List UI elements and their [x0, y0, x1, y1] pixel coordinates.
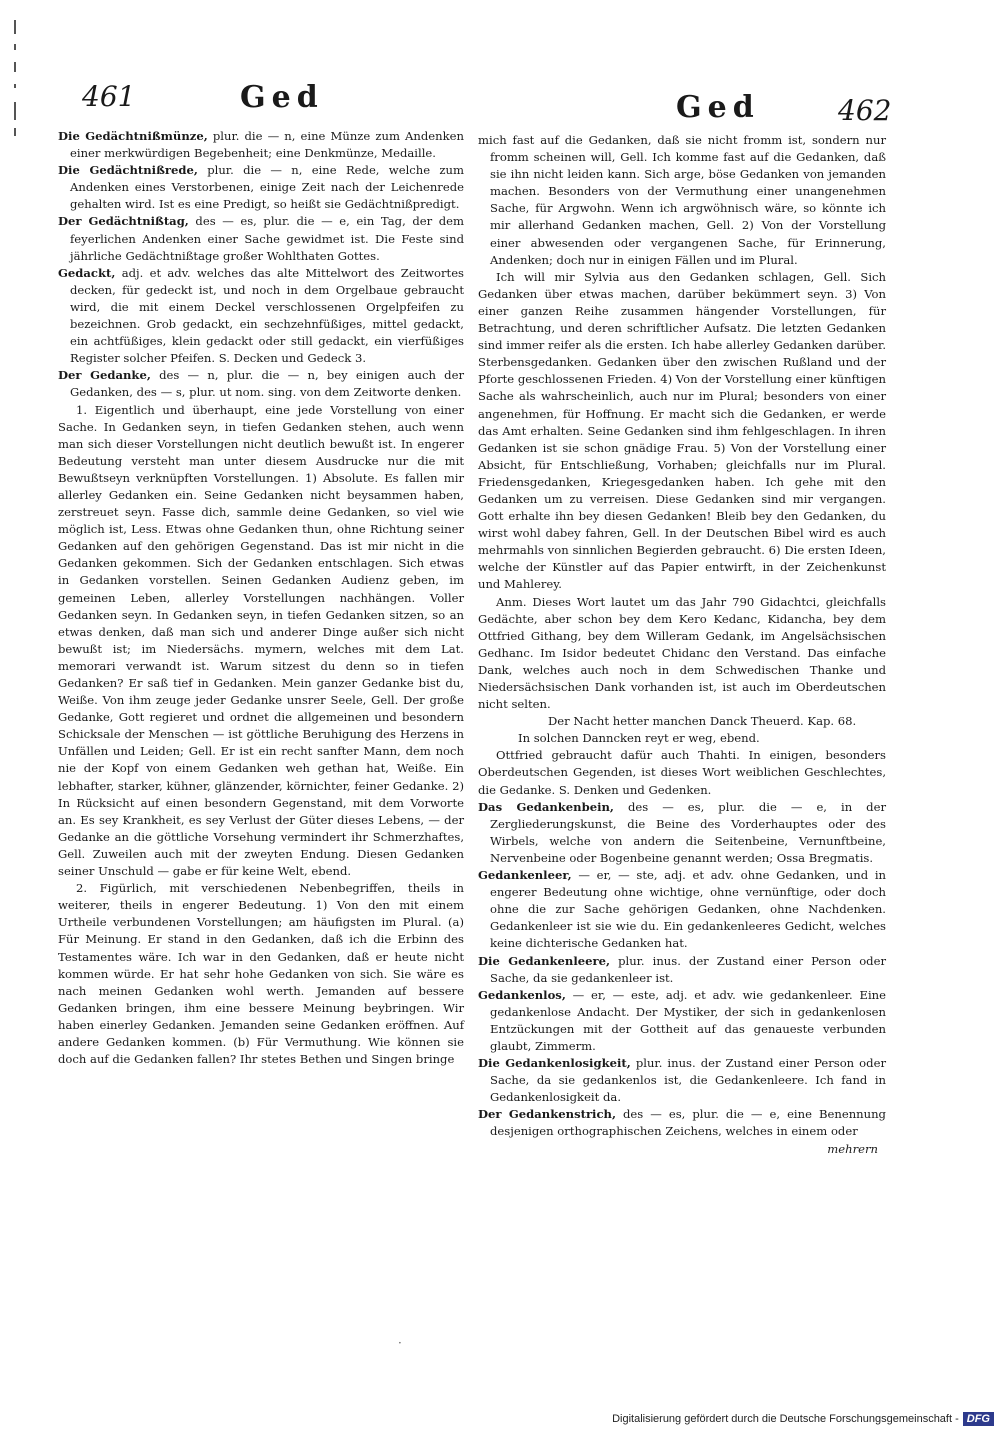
dictionary-paragraph	[478, 1141, 886, 1158]
dictionary-paragraph	[478, 269, 886, 594]
entry-text: Der Nacht hetter manchen Danck Theuerd. Kap. 68.	[548, 714, 857, 729]
dictionary-paragraph	[478, 799, 886, 867]
dictionary-paragraph	[58, 162, 464, 213]
entry-text: — er, — este, adj. et adv. wie gedankenleer. Eine gedankenlose Andacht. Der Mystiker, der sich in gedankenlosen Entzückungen mit der Gottheit auf das genaueste verbunden glaubt, Zimmerm.	[490, 987, 886, 1053]
footer-credit: Digitalisierung gefördert durch die Deutsche Forschungsgemeinschaft -	[612, 1413, 959, 1425]
dictionary-paragraph	[58, 265, 464, 368]
dictionary-paragraph	[58, 213, 464, 264]
entry-text: Ottfried gebraucht dafür auch Thahti. In einigen, besonders Oberdeutschen Gegenden, ist dieses Wort weiblichen Geschlechtes, die Gedanke. S. Denken und Gedenken.	[478, 748, 886, 797]
entry-headword: Die Gedächtnißmünze,	[58, 129, 208, 143]
left-page-number: 461	[82, 80, 136, 113]
entry-headword: Der Gedächtnißtag,	[58, 214, 189, 229]
entry-text: des — es, plur. die — e, ein Tag, der dem feyerlichen Andenken einer Sache gewidmet ist. Die Feste sind jährliche Gedächtnißtage großer Wohlthaten Gottes.	[70, 214, 464, 263]
dictionary-paragraph	[58, 367, 464, 401]
dictionary-paragraph	[478, 987, 886, 1055]
entry-text: mehrern	[827, 1141, 878, 1156]
entry-text: mich fast auf die Gedanken, daß sie nicht fromm ist, sondern nur fromm scheinen will, Gell. Ich komme fast auf die Gedanken, daß sie ihn nicht leiden kann. Sich arge, böse Gedanken von jemanden machen. Besonders von der Vermuthung einer unangenehmen Sache, für Argwohn. Wenn ich argwöhnisch wäre, so könnte ich mir allerhand Gedanken machen, Gell. 2) Von der Vorstellung einer abwesenden oder vergangenen Sache, für Erinnerung, Andenken; doch nur in einigen Fällen und im Plural.	[478, 133, 886, 267]
dictionary-paragraph	[478, 953, 886, 987]
footer-bar	[612, 1408, 994, 1430]
entry-text: des — es, plur. die — e, eine Benennung desjenigen orthographischen Zeichens, welches in einem oder	[490, 1107, 886, 1139]
entry-text: plur. inus. der Zustand einer Person oder Sache, da sie gedankenleer ist.	[490, 953, 887, 985]
entry-headword: Die Gedankenleere,	[478, 953, 611, 968]
scan-dot: ·	[398, 1336, 402, 1350]
entry-headword: Gedackt,	[58, 265, 116, 280]
dictionary-paragraph	[478, 747, 886, 798]
entry-text: — er, — ste, adj. et adv. ohne Gedanken, und in engerer Bedeutung ohne wichtige, ohne vernünftige, oder doch ohne die zur Sache gehörigen Gedanken, ohne Nachdenken. Gedankenleer ist sie wie du. Ein gedankenleeres Gedicht, welches keine dichterische Gedanken hat.	[490, 868, 887, 951]
dictionary-paragraph	[478, 713, 886, 730]
entry-text: adj. et adv. welches das alte Mittelwort des Zeitwortes decken, für gedeckt ist, und noch in dem Orgelbaue gebraucht wird, die mit einem Deckel verschlossenen Orgelpfeifen zu bezeichnen. Grob gedackt, ein sechzehnfüßiges, mittel gedackt, ein achtfüßiges, klein gedackt oder still gedackt, ein vierfüßiges Register solcher Pfeifen. S. Decken und Gedeck 3.	[70, 265, 465, 366]
dictionary-paragraph	[478, 730, 886, 747]
entry-text: plur. die — n, eine Münze zum Andenken einer merkwürdigen Begebenheit; eine Denkmünze, Medaille.	[70, 129, 464, 161]
entry-text: plur. die — n, eine Rede, welche zum Andenken eines Verstorbenen, einige Zeit nach der Leichenrede gehalten wird. Ist es eine Predigt, so heißt sie Gedächtnißpredigt.	[70, 163, 464, 212]
entry-headword: Das Gedankenbein,	[478, 799, 614, 814]
entry-text: 2. Figürlich, mit verschiedenen Nebenbegriffen, theils in weiterer, theils in engerer Bedeutung. 1) Von den mit einem Urtheile verbundenen Vorstellungen; am häufigsten im Plural. (a) Für Meinung. Er stand in den Gedanken, daß ich die Erbinn des Testamentes wäre. Ich war in den Gedanken, daß er heute nicht kommen würde. Er hat sehr hohe Gedanken von sich. Sie wäre es nach meinen Gedanken wohl werth. Jemanden auf bessere Gedanken bringen, ihm eine bessere Meinung beybringen. Wir haben einerley Gedanken. Jemanden seine Gedanken eröffnen. Auf andere Gedanken kommen. (b) Für Vermuthung. Wie können sie doch auf die Gedanken fallen? Ihr stetes Bethen und Singen bringe	[58, 881, 464, 1067]
entry-text: plur. inus. der Zustand einer Person oder Sache, da sie gedankenlos ist, die Gedankenleere. Ich fand in Gedankenlosigkeit da.	[490, 1056, 886, 1105]
dictionary-paragraph	[478, 594, 886, 714]
entry-headword: Die Gedankenlosigkeit,	[478, 1056, 631, 1071]
entry-headword: Gedankenleer,	[478, 868, 572, 883]
dictionary-paragraph	[478, 1106, 886, 1140]
dictionary-paragraph	[478, 867, 886, 952]
entry-headword: Gedankenlos,	[478, 987, 566, 1002]
dictionary-paragraph	[58, 402, 464, 881]
entry-text: Ich will mir Sylvia aus den Gedanken schlagen, Gell. Sich Gedanken über etwas machen, darüber bekümmert seyn. 3) Von einer ganzen Reihe zusammen hängender Vorstellungen, für Betrachtung, und deren schriftlicher Aufsatz. Die letzten Gedanken sind immer reifer als die ersten. Ich habe allerley Gedanken darüber. Sterbensgedanken. Gedanken über den zwischen Rußland und der Pforte geschlossenen Frieden. 4) Von der Vorstellung einer künftigen Sache als wahrscheinlich, auch nur im Plural; besonders von einer angenehmen, für Hoffnung. Er macht sich die Gedanken, er werde das Amt erhalten. Seine Gedanken sind ihm fehlgeschlagen. In ihren Gedanken ist sie schon gnädige Frau. 5) Von der Vorstellung einer Absicht, für Entschließung, Vorhaben; gleichfalls nur im Plural. Friedensgedanken, Kriegesgedanken haben. Ich gehe mit den Gedanken um zu verreisen. Diese Gedanken sind mir vergangen. Gott erhalte ihn bey diesen Gedanken! Bleib bey den Gedanken, du wirst wohl dabey fahren, Gell. In der Deutschen Bibel wird es auch mehrmahls von sinnlichen Begierden gebraucht. 6) Die ersten Ideen, welche der Künstler auf das Papier entwirft, in der Zeichenkunst und Mahlerey.	[478, 269, 886, 592]
left-running-head: Ged	[240, 80, 324, 115]
right-page-number: 462	[838, 94, 892, 127]
entry-text: des — n, plur. die — n, bey einigen auch der Gedanken, des — s, plur. ut nom. sing. von dem Zeitworte denken.	[70, 368, 464, 400]
dictionary-paragraph	[478, 1055, 886, 1106]
dictionary-paragraph	[58, 128, 464, 162]
right-running-head: Ged	[676, 90, 760, 125]
entry-text: Anm. Dieses Wort lautet um das Jahr 790 Gidachtci, gleichfalls Gedächte, aber schon bey dem Kero Kedanc, Kidancha, bey dem Ottfried Githang, bey dem Willeram Gedank, im Angelsächsischen Gedhanc. Im Isidor bedeutet Chidanc den Verstand. Das einfache Dank, welches auch noch in dem Schwedischen Thanke und Niedersächsischen Dank vorhanden ist, ist auch im Oberdeutschen nicht selten.	[478, 594, 886, 712]
entry-headword: Die Gedächtnißrede,	[58, 163, 198, 178]
right-column	[478, 132, 886, 1158]
entry-headword: Der Gedanke,	[58, 368, 151, 383]
entry-text: In solchen Danncken reyt er weg, ebend.	[518, 731, 760, 746]
dictionary-paragraph	[478, 132, 886, 269]
entry-text: des — es, plur. die — e, in der Zergliederungskunst, die Beine des Vorderhauptes oder des Wirbels, welche von andern die Seitenbeine, Vernunftbeine, Nervenbeine oder Bogenbeine genannt werden; Ossa Bregmatis.	[490, 799, 886, 865]
scan-edge-marks	[12, 20, 22, 140]
dfg-logo: DFG	[963, 1412, 994, 1426]
left-column	[58, 128, 464, 1068]
entry-headword: Der Gedankenstrich,	[478, 1107, 616, 1122]
dictionary-paragraph	[58, 880, 464, 1068]
entry-text: 1. Eigentlich und überhaupt, eine jede Vorstellung von einer Sache. In Gedanken seyn, in tiefen Gedanken stehen, auch wenn man sich dieser Vorstellungen nicht deutlich bewußt ist. In engerer Bedeutung versteht man unter diesem Ausdrucke nur die mit Bewußtseyn verknüpften Vorstellungen. 1) Absolute. Es fallen mir allerley Gedanken ein. Seine Gedanken nicht beysammen haben, zerstreuet seyn. Fasse dich, sammle deine Gedanken, so viel wie möglich ist, Less. Etwas ohne Gedanken thun, ohne Richtung seiner Gedanken auf den gehörigen Gegenstand. Das ist mir nicht in die Gedanken gekommen. Sich der Gedanken entschlagen. Sich etwas in Gedanken vorstellen. Seinen Gedanken Audienz geben, im gemeinen Leben, allerley Vorstellungen nachhängen. Voller Gedanken seyn. In Gedanken seyn, in tiefen Gedanken sitzen, so an etwas denken, daß man sich und anderer Dinge außer sich nicht bewußt ist; im Niedersächs. mymern, welches mit dem Lat. memorari verwandt ist. Warum sitzest du denn so in tiefen Gedanken? Er saß tief in Gedanken. Mein ganzer Gedanke bist du, Weiße. Von ihm zeuge jeder Gedanke unsrer Seele, Gell. Der große Gedanke, Gott regieret und ordnet die allgemeinen und besondern Schicksale der Menschen — ist göttliche Beruhigung des Herzens in Unfällen und Leiden; Gell. Er ist ein recht sanfter Mann, dem noch nie der Kopf von einem Gedanken weh gethan hat, Weiße. Ein lebhafter, starker, kühner, glänzender, körnichter, feiner Gedanke. 2) In Rücksicht auf einen besondern Gegenstand, mit dem Vorworte an. Es sey Krankheit, es sey Verlust der Güter dieses Lebens, — der Gedanke an die göttliche Vorsehung vermindert ihr Schmerzhaftes, Gell. Zuweilen auch mit der zweyten Endung. Diesen Gedanken seiner Unschuld — gabe er für keine Welt, ebend.	[58, 402, 464, 879]
